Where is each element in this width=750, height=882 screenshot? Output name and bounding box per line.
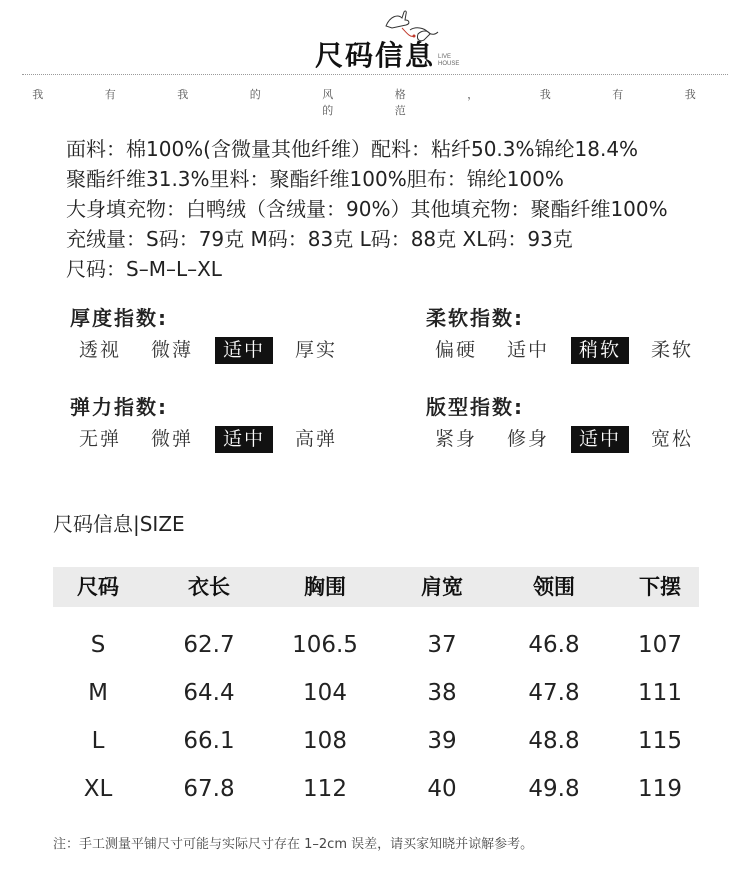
column-header: 尺码	[77, 575, 119, 599]
index-title: 版型指数:	[426, 395, 524, 419]
table-cell: 38	[427, 680, 457, 706]
softness-index	[426, 302, 715, 364]
option-selected: 稍软	[571, 337, 629, 364]
table-cell: 119	[638, 776, 682, 802]
option-紧身: 紧身	[435, 428, 478, 450]
spec-line: 面料：棉100%(含微量其他纤维）配料：粘纤50.3%锦纶18.4%	[66, 137, 639, 161]
table-header	[53, 567, 699, 607]
table-cell: 112	[303, 776, 347, 802]
table-cell: 40	[427, 776, 457, 802]
column-header: 肩宽	[421, 575, 463, 599]
logo-text: LIVE HOUSE	[438, 54, 460, 67]
option-selected: 适中	[571, 426, 629, 453]
option-宽松: 宽松	[651, 428, 694, 450]
material-specs	[66, 134, 668, 284]
fit-index	[426, 391, 715, 453]
table-cell: XL	[83, 776, 113, 802]
index-title: 柔软指数:	[426, 306, 524, 330]
option-selected: 适中	[215, 337, 273, 364]
table-cell: S	[90, 632, 106, 658]
table-cell: 106.5	[292, 632, 358, 658]
table-cell: 64.4	[183, 680, 235, 706]
option-适中: 适中	[507, 339, 550, 361]
table-cell: 39	[427, 728, 457, 754]
option-高弹: 高弹	[295, 428, 338, 450]
index-title: 厚度指数:	[70, 306, 168, 330]
spec-line: 尺码：S–M–L–XL	[66, 257, 222, 281]
option-柔软: 柔软	[651, 339, 694, 361]
table-cell: L	[91, 728, 105, 754]
option-selected: 适中	[215, 426, 273, 453]
spec-line: 充绒量：S码：79克 M码：83克 L码：88克 XL码：93克	[66, 227, 573, 251]
table-cell: 47.8	[528, 680, 580, 706]
table-cell: 108	[303, 728, 347, 754]
tagline: 我 有 我 的 风 格 ， 我 有 我 的 范	[32, 88, 718, 117]
table-cell: 115	[638, 728, 682, 754]
table-cell: 49.8	[528, 776, 580, 802]
option-微弹: 微弹	[151, 428, 194, 450]
thickness-index	[70, 302, 359, 364]
column-header: 下摆	[639, 575, 681, 599]
hands-logo-icon	[380, 8, 440, 46]
table-cell: 48.8	[528, 728, 580, 754]
table-cell: 104	[303, 680, 347, 706]
option-微薄: 微薄	[151, 339, 194, 361]
page-title: 尺码信息	[314, 39, 435, 72]
option-无弹: 无弹	[79, 428, 122, 450]
spec-line: 大身填充物：白鸭绒（含绒量：90%）其他填充物：聚酯纤维100%	[66, 197, 668, 221]
index-title: 弹力指数:	[70, 395, 168, 419]
table-cell: 62.7	[183, 632, 235, 658]
column-header: 领围	[533, 575, 575, 599]
measurement-note: 注：手工测量平铺尺寸可能与实际尺寸存在 1–2cm 误差，请买家知晓并谅解参考。	[53, 837, 534, 852]
size-table-heading: 尺码信息|SIZE	[53, 512, 185, 536]
table-cell: 67.8	[183, 776, 235, 802]
elasticity-index	[70, 391, 359, 453]
divider	[22, 74, 728, 75]
table-cell: 66.1	[183, 728, 235, 754]
option-厚实: 厚实	[295, 339, 338, 361]
column-header: 衣长	[188, 575, 230, 599]
table-cell: 46.8	[528, 632, 580, 658]
spec-line: 聚酯纤维31.3%里料：聚酯纤维100%胆布：锦纶100%	[66, 167, 564, 191]
table-cell: 37	[427, 632, 457, 658]
table-cell: M	[88, 680, 108, 706]
option-偏硬: 偏硬	[435, 339, 478, 361]
option-修身: 修身	[507, 428, 550, 450]
table-cell: 107	[638, 632, 682, 658]
table-cell: 111	[638, 680, 682, 706]
column-header: 胸围	[304, 575, 346, 599]
option-透视: 透视	[79, 339, 122, 361]
